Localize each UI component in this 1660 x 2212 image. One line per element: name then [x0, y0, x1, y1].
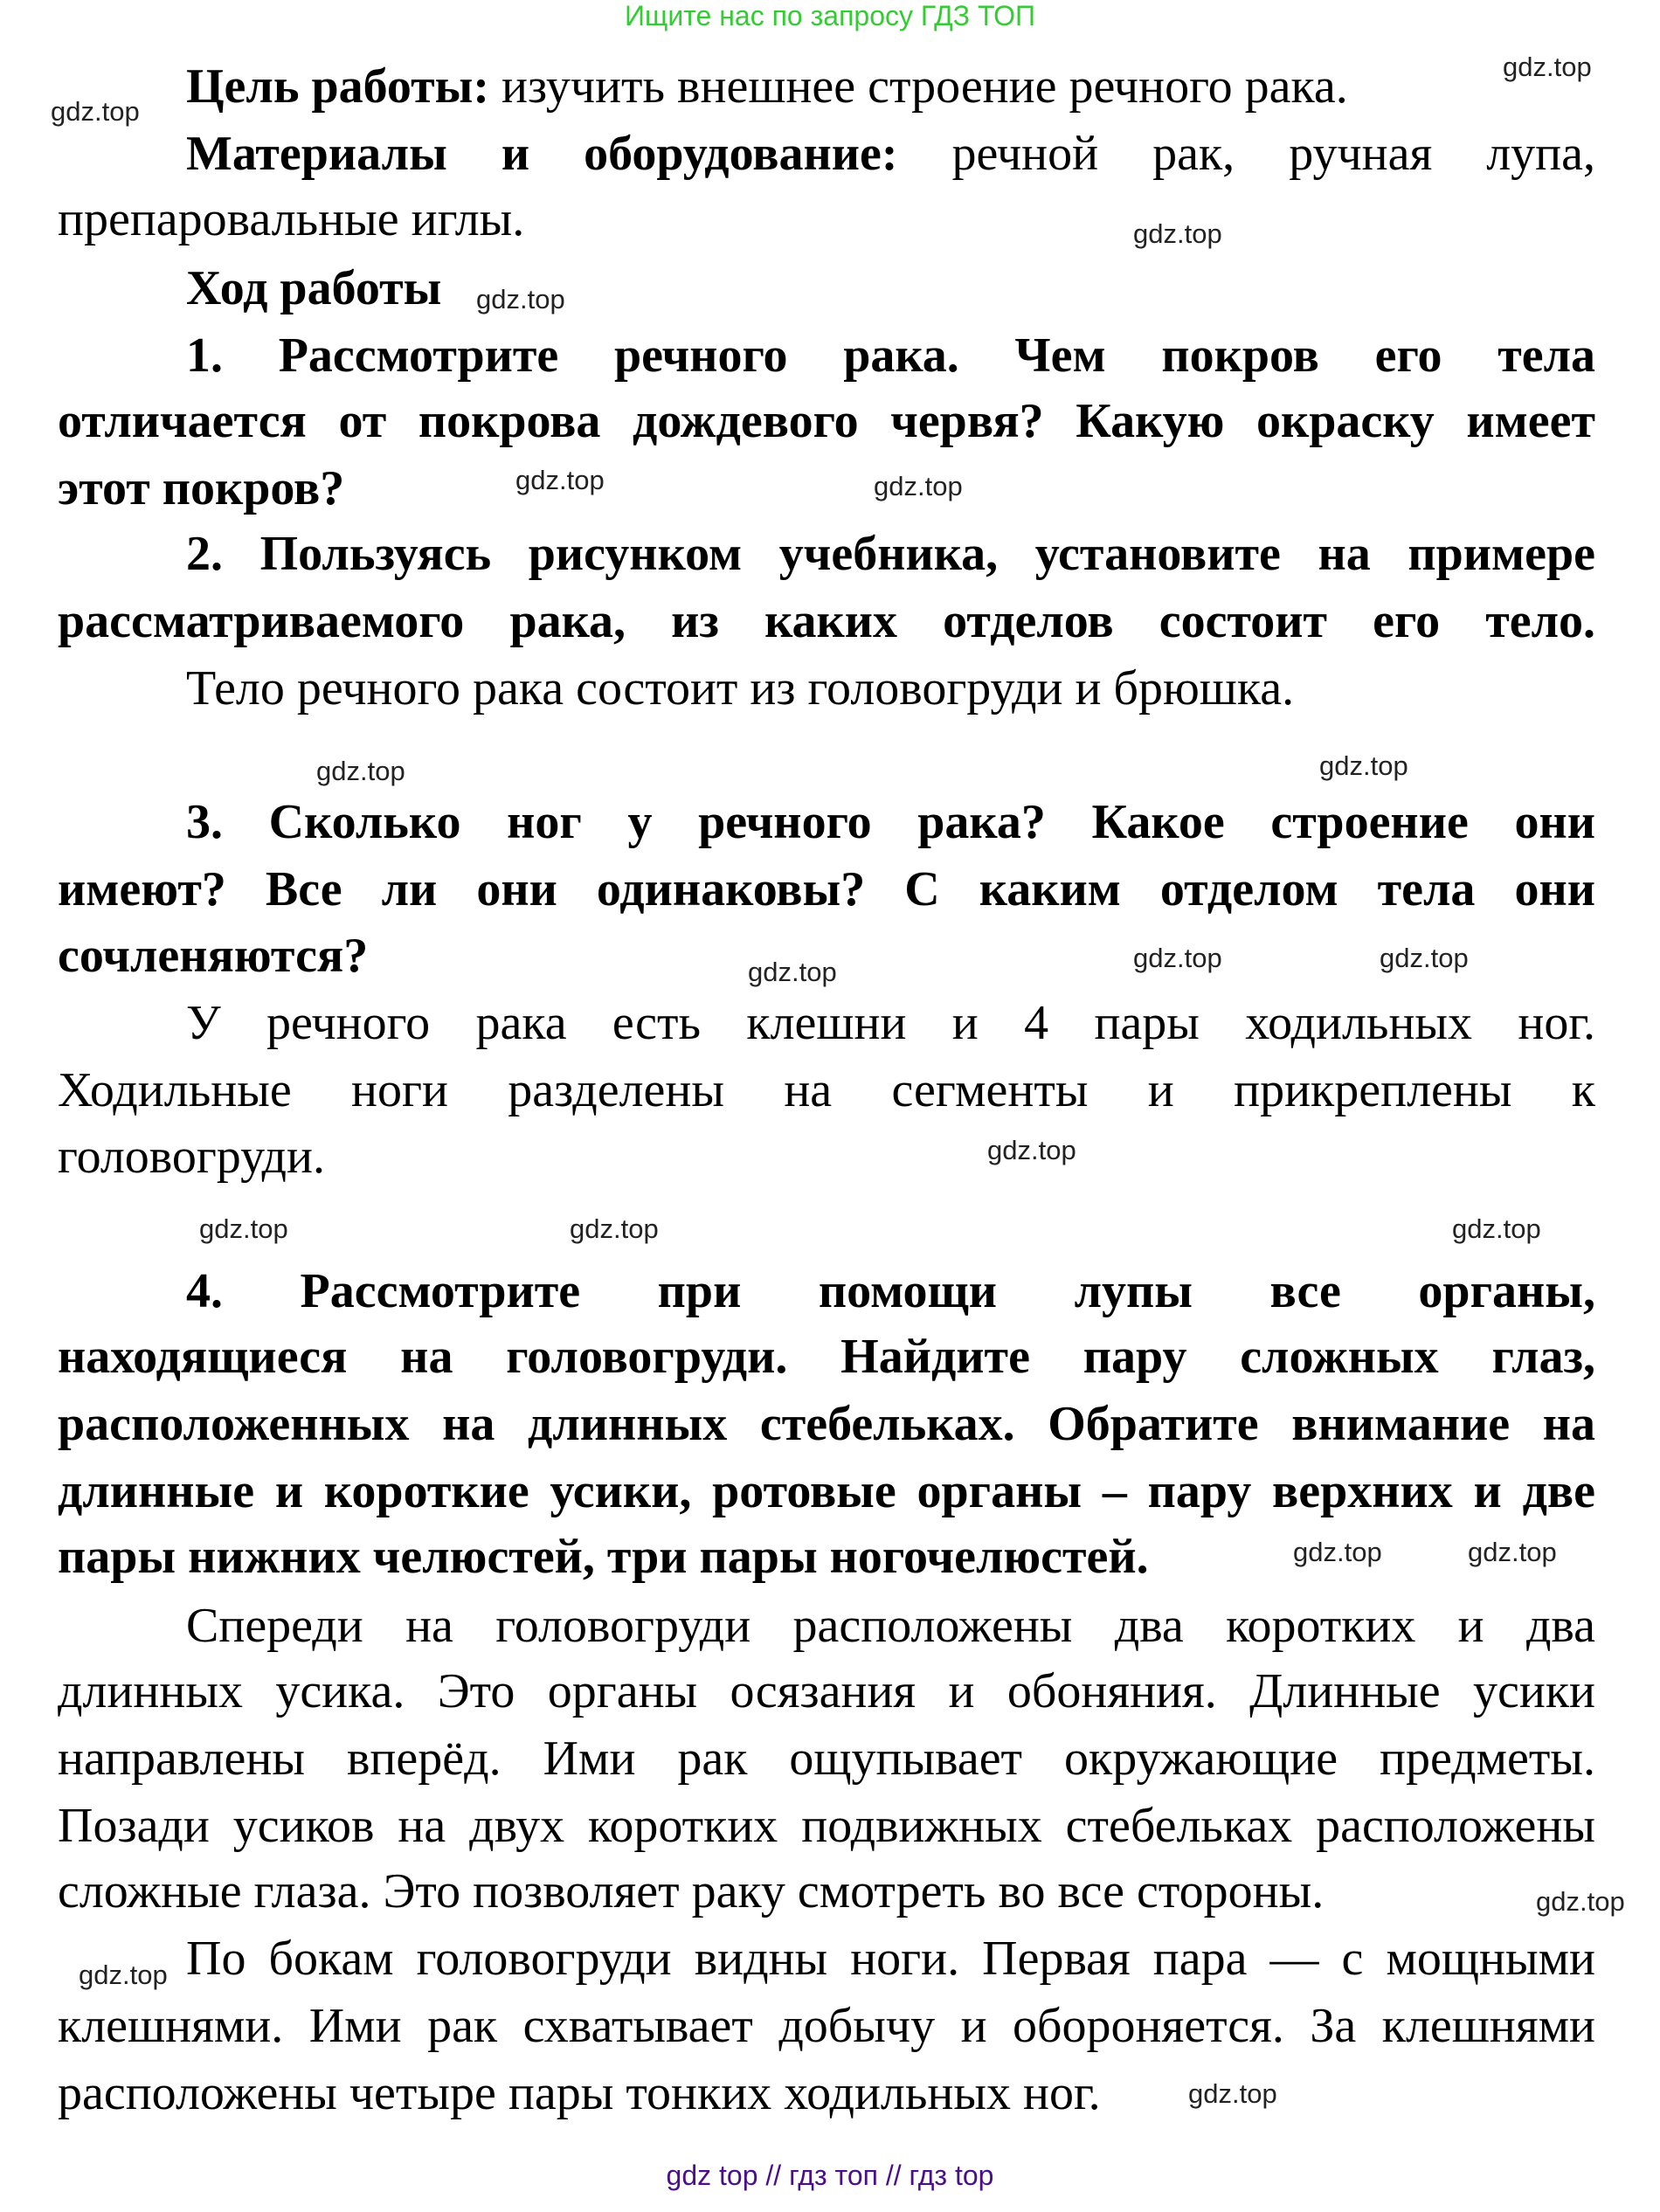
bold-text: пары нижних челюстей, три пары ногочелюстей.: [58, 1530, 1149, 1584]
footer-banner[interactable]: gdz top // гдз топ // гдз top: [666, 2160, 994, 2191]
text-line: [186, 521, 1595, 587]
bold-text: длинные и короткие усики, ротовые органы – пару верхних и две: [58, 1464, 1595, 1518]
text-line: [58, 1793, 1595, 1859]
watermark: gdz.top: [1468, 1537, 1557, 1567]
text-line: [186, 990, 1595, 1056]
text-line: [58, 1725, 1595, 1792]
watermark: gdz.top: [874, 471, 963, 501]
text-line: [58, 388, 1595, 454]
text-line: [58, 2060, 1595, 2126]
text-line: [58, 1123, 1595, 1190]
bold-text: 4. Рассмотрите при помощи лупы все органы,: [186, 1264, 1595, 1318]
text-line: [186, 53, 1595, 120]
bold-text: сочленяются?: [58, 929, 369, 983]
text-line: [186, 1258, 1595, 1324]
regular-text: сложные глаза. Это позволяет раку смотреть во все стороны.: [58, 1864, 1325, 1918]
regular-text: Позади усиков на двух коротких подвижных стебельках расположены: [58, 1799, 1595, 1853]
watermark: gdz.top: [199, 1213, 288, 1244]
regular-text: Тело речного рака состоит из головогруди и брюшка.: [186, 661, 1295, 715]
watermark: gdz.top: [1133, 218, 1222, 249]
text-line: [186, 655, 1595, 722]
watermark: gdz.top: [1188, 2078, 1277, 2109]
text-line: [58, 1057, 1595, 1123]
text-line: [58, 1458, 1595, 1524]
text-line: [58, 1391, 1595, 1457]
regular-text: длинных усика. Это органы осязания и обоняния. Длинные усики: [58, 1664, 1595, 1718]
text-line: [186, 1593, 1595, 1659]
regular-text: речной рак, ручная лупа,: [951, 127, 1595, 181]
bold-text: этот покров?: [58, 461, 345, 515]
text-line: [58, 455, 1595, 522]
text-line: [58, 856, 1595, 923]
watermark: gdz.top: [316, 756, 405, 786]
header-banner[interactable]: Ищите нас по запросу ГДЗ ТОП: [625, 0, 1035, 31]
text-line: [58, 1858, 1595, 1925]
watermark: gdz.top: [1452, 1213, 1541, 1244]
watermark: gdz.top: [476, 284, 565, 315]
regular-text: препаровальные иглы.: [58, 192, 525, 246]
bold-text: 1. Рассмотрите речного рака. Чем покров его тела: [186, 328, 1595, 383]
watermark: gdz.top: [1380, 943, 1469, 973]
text-line: [58, 1324, 1595, 1390]
text-line: [58, 588, 1595, 654]
regular-text: расположены четыре пары тонких ходильных ног.: [58, 2066, 1101, 2120]
text-line: [58, 1658, 1595, 1725]
bold-text: рассматриваемого рака, из каких отделов состоит его тело.: [58, 594, 1595, 648]
watermark: gdz.top: [79, 1960, 168, 1990]
bold-text: Материалы и оборудование:: [186, 127, 898, 181]
regular-text: направлены вперёд. Ими рак ощупывает окружающие предметы.: [58, 1732, 1595, 1786]
watermark: gdz.top: [1503, 52, 1592, 82]
watermark: gdz.top: [570, 1213, 659, 1244]
watermark: gdz.top: [987, 1135, 1076, 1165]
watermark: gdz.top: [1293, 1537, 1382, 1567]
watermark: gdz.top: [1133, 943, 1222, 973]
regular-text: У речного рака есть клешни и 4 пары ходильных ног.: [186, 996, 1595, 1050]
watermark: gdz.top: [1319, 750, 1408, 781]
bold-text: Ход работы: [186, 261, 442, 315]
regular-text: По бокам головогруди видны ноги. Первая пара — с мощными: [186, 1932, 1595, 1986]
regular-text: головогруди.: [58, 1130, 326, 1184]
bold-text: 2. Пользуясь рисунком учебника, установите на примере: [186, 527, 1595, 581]
watermark: gdz.top: [51, 96, 140, 127]
watermark: gdz.top: [748, 957, 837, 987]
text-line: [186, 789, 1595, 855]
bold-text: расположенных на длинных стебельках. Обратите внимание на: [58, 1397, 1595, 1451]
bold-text: Цель работы:: [186, 59, 489, 114]
text-line: [186, 1925, 1595, 1992]
regular-text: клешнями. Ими рак схватывает добычу и обороняется. За клешнями: [58, 1999, 1595, 2053]
regular-text: Ходильные ноги разделены на сегменты и прикреплены к: [58, 1063, 1595, 1117]
regular-text: Спереди на головогруди расположены два коротких и два: [186, 1599, 1595, 1653]
text-line: [186, 322, 1595, 389]
text-line: [58, 1993, 1595, 2059]
watermark: gdz.top: [1536, 1886, 1625, 1917]
regular-text: изучить внешнее строение речного рака.: [501, 59, 1348, 114]
watermark: gdz.top: [515, 465, 605, 495]
text-line: [58, 186, 1595, 252]
bold-text: имеют? Все ли они одинаковы? С каким отделом тела они: [58, 862, 1595, 916]
bold-text: 3. Сколько ног у речного рака? Какое строение они: [186, 795, 1595, 849]
text-line: [186, 255, 1595, 321]
bold-text: отличается от покрова дождевого червя? Какую окраску имеет: [58, 394, 1595, 448]
text-line: [186, 121, 1595, 187]
bold-text: находящиеся на головогруди. Найдите пару сложных глаз,: [58, 1330, 1595, 1384]
